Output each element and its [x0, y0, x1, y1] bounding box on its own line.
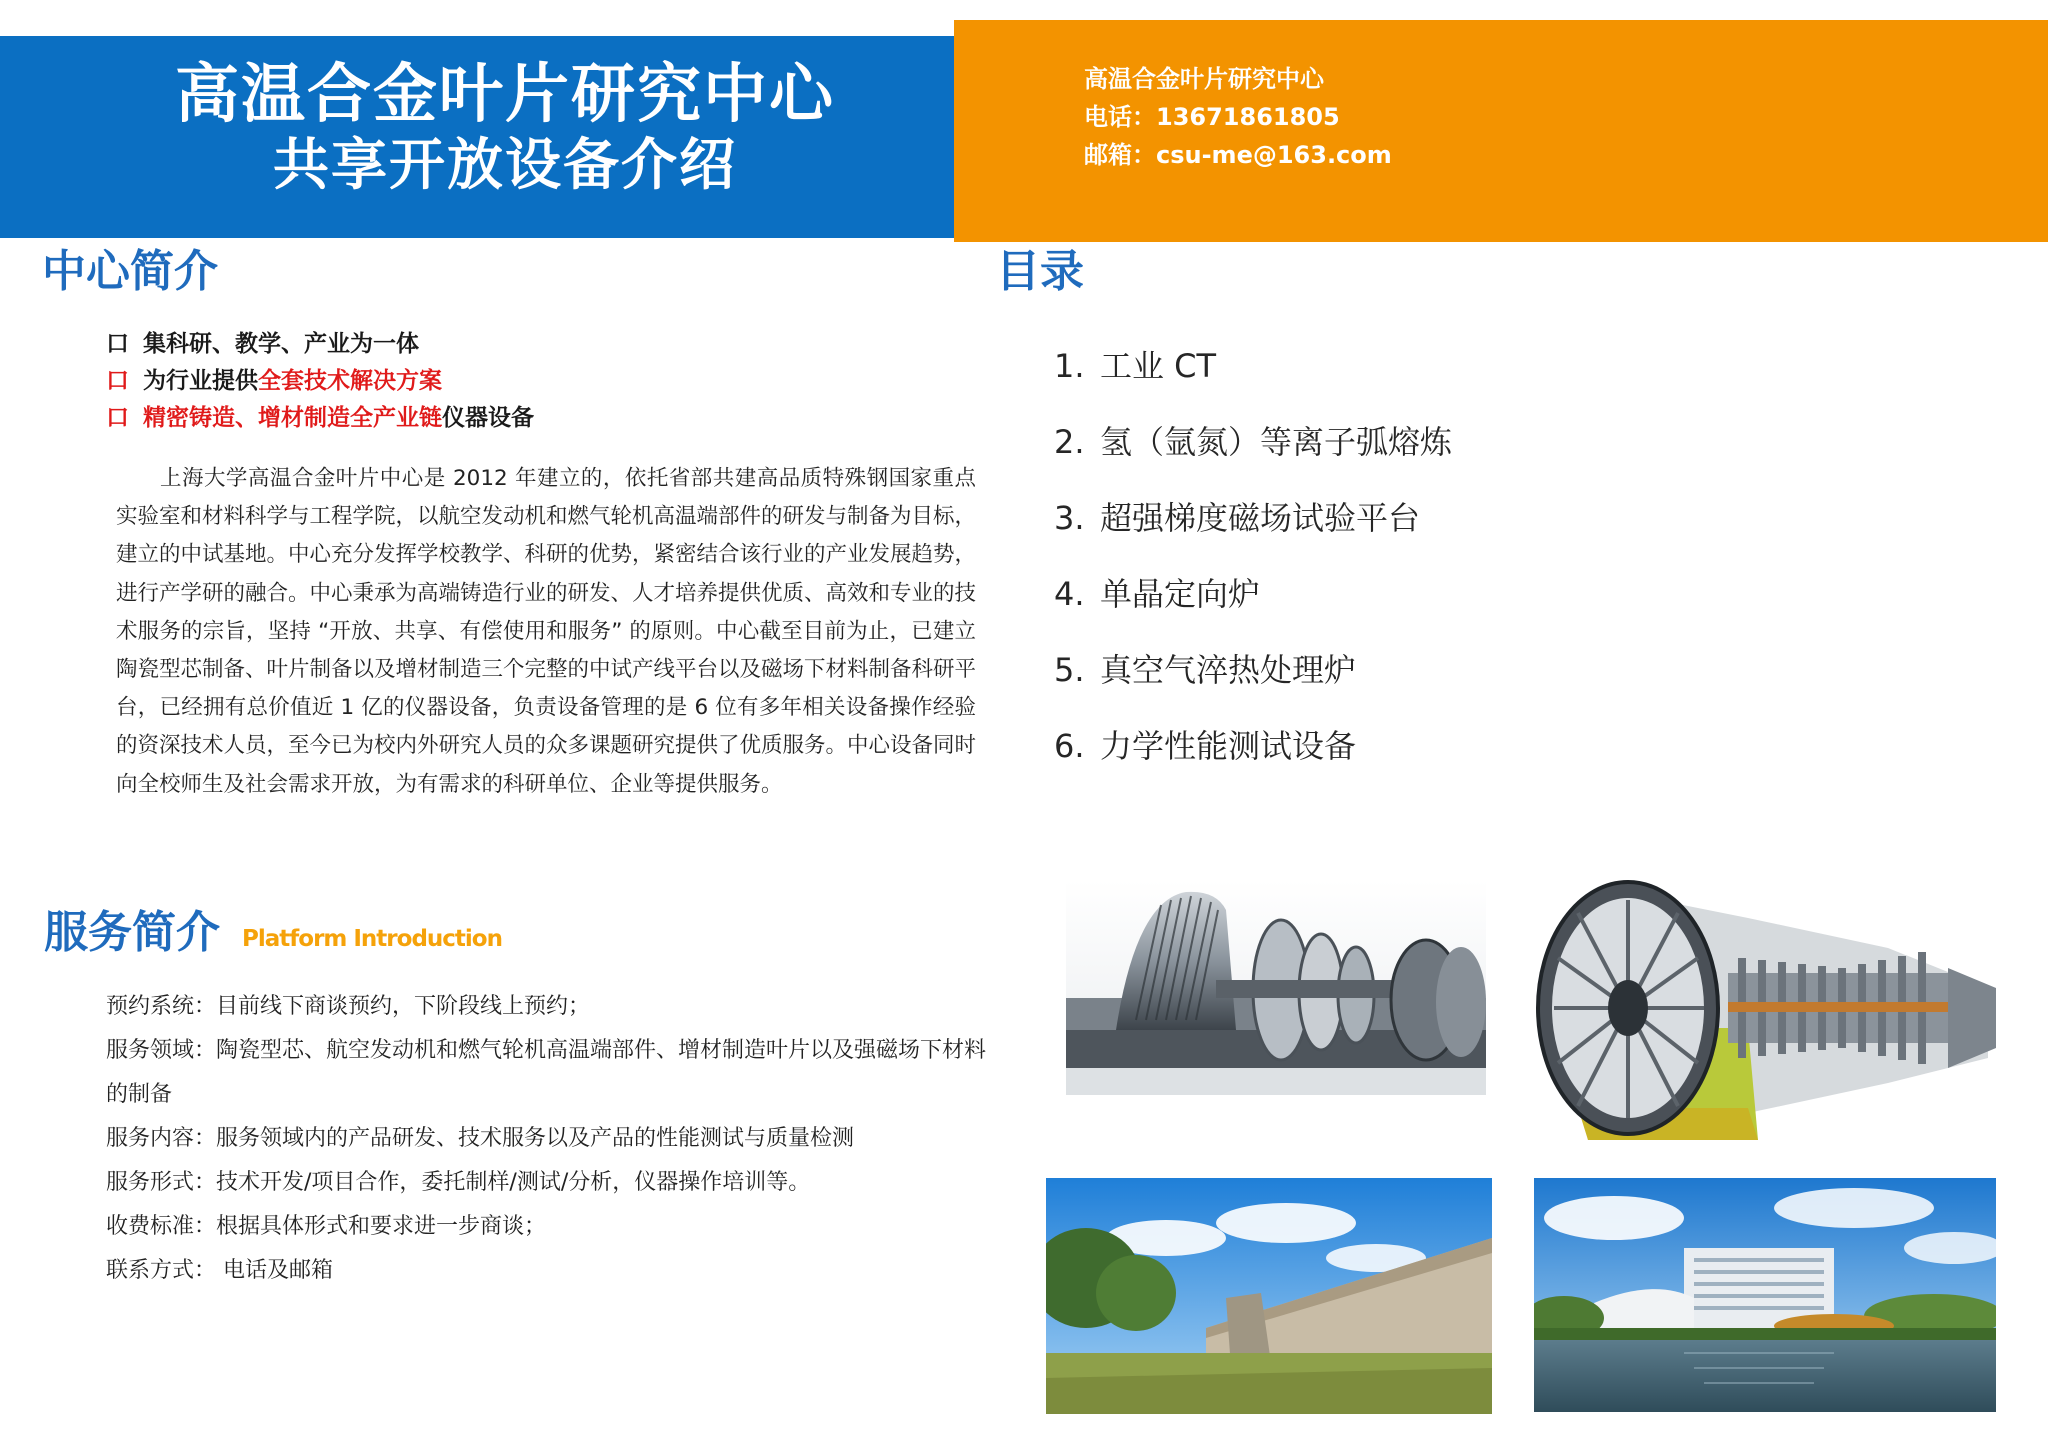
campus-building-photo [1534, 1178, 1996, 1412]
bullet-text: 为行业提供 [143, 368, 258, 394]
toc-item[interactable] [1054, 556, 1452, 632]
table-of-contents [1054, 328, 1452, 784]
section-heading-toc: 目录 [996, 246, 1084, 297]
service-list [106, 985, 986, 1293]
bullet-item [106, 363, 442, 399]
checkbox-square-icon: 口 [106, 405, 129, 431]
toc-item-number: 4. [1054, 575, 1085, 613]
bullet-text: 集科研、教学、产业为一体 [143, 331, 419, 357]
service-item: 服务形式：技术开发/项目合作，委托制样/测试/分析，仪器操作培训等。 [106, 1170, 811, 1195]
toc-item-number: 3. [1054, 499, 1085, 537]
toc-item-label: 力学性能测试设备 [1100, 727, 1357, 765]
contact-email: 邮箱：csu-me@163.com [1084, 141, 1392, 169]
service-item: 服务内容：服务领域内的产品研发、技术服务以及产品的性能测试与质量检测 [106, 1126, 855, 1151]
bullet-item [106, 400, 534, 436]
service-item: 收费标准：根据具体形式和要求进一步商谈； [106, 1214, 547, 1239]
toc-item-label: 单晶定向炉 [1100, 575, 1261, 613]
contact-org: 高温合金叶片研究中心 [1084, 65, 1324, 93]
contact-phone: 电话：13671861805 [1084, 103, 1340, 131]
toc-item-number: 1. [1054, 347, 1085, 385]
toc-item[interactable] [1054, 708, 1452, 784]
service-item: 联系方式： 电话及邮箱 [106, 1258, 333, 1283]
toc-item-label: 真空气淬热处理炉 [1100, 651, 1357, 689]
bullet-item [106, 326, 419, 362]
bullet-text: 仪器设备 [442, 405, 534, 431]
service-item: 服务领域：陶瓷型芯、航空发动机和燃气轮机高温端部件、增材制造叶片以及强磁场下材料的制备 [106, 1038, 987, 1107]
toc-item[interactable] [1054, 404, 1452, 480]
service-item: 预约系统：目前线下商谈预约，下阶段线上预约； [106, 994, 591, 1019]
bullet-highlight: 全套技术解决方案 [258, 368, 442, 394]
toc-item-label: 超强梯度磁场试验平台 [1100, 499, 1421, 537]
page-title: 高温合金叶片研究中心 [175, 58, 835, 132]
toc-item-number: 2. [1054, 423, 1085, 461]
toc-item[interactable] [1054, 480, 1452, 556]
bullet-highlight: 精密铸造、增材制造全产业链 [143, 405, 442, 431]
intro-paragraph: 上海大学高温合金叶片中心是 2012 年建立的，依托省部共建高品质特殊钢国家重点实验室和材料科学与工程学院，以航空发动机和燃气轮机高温端部件的研发与制备为目标，建立的中试基地。中心充分发挥学校教学、科研的优势，紧密结合该行业的产业发展趋势，进行产学研的融合。中心秉承为高端铸造行业的研发、人才培养提供优质、高效和专业的技术服务的宗旨，坚持 “开放、共享、有偿使用和服务” 的原则。中心截至目前为止，已建立陶瓷型芯制备、叶片制备以及增材制造三个完整的中试产线平台以及磁场下材料制备科研平台，已经拥有总价值近 1 亿的仪器设备，负责设备管理的是 6 位有多年相关设备操作经验的资深技术人员，至今已为校内外研究人员的众多课题研究提供了优质服务。中心设备同时向全校师生及社会需求开放，为有需求的科研单位、企业等提供服务。 [116, 466, 977, 797]
jet-engine-cutaway-photo [1528, 878, 1998, 1150]
checkbox-square-icon: 口 [106, 331, 129, 357]
campus-wall-photo [1046, 1178, 1492, 1414]
section-heading-service: 服务简介 [44, 907, 220, 958]
toc-item-label: 氢（氩氮）等离子弧熔炼 [1100, 423, 1453, 461]
section-subheading-service: Platform Introduction [242, 926, 502, 952]
toc-item[interactable] [1054, 632, 1452, 708]
toc-item[interactable] [1054, 328, 1452, 404]
turbine-rotor-photo [1066, 880, 1486, 1095]
page-subtitle: 共享开放设备介绍 [273, 133, 737, 198]
toc-item-number: 6. [1054, 727, 1085, 765]
section-heading-intro: 中心简介 [42, 246, 218, 297]
toc-item-number: 5. [1054, 651, 1085, 689]
checkbox-square-icon: 口 [106, 368, 129, 394]
toc-item-label: 工业 CT [1100, 347, 1217, 385]
